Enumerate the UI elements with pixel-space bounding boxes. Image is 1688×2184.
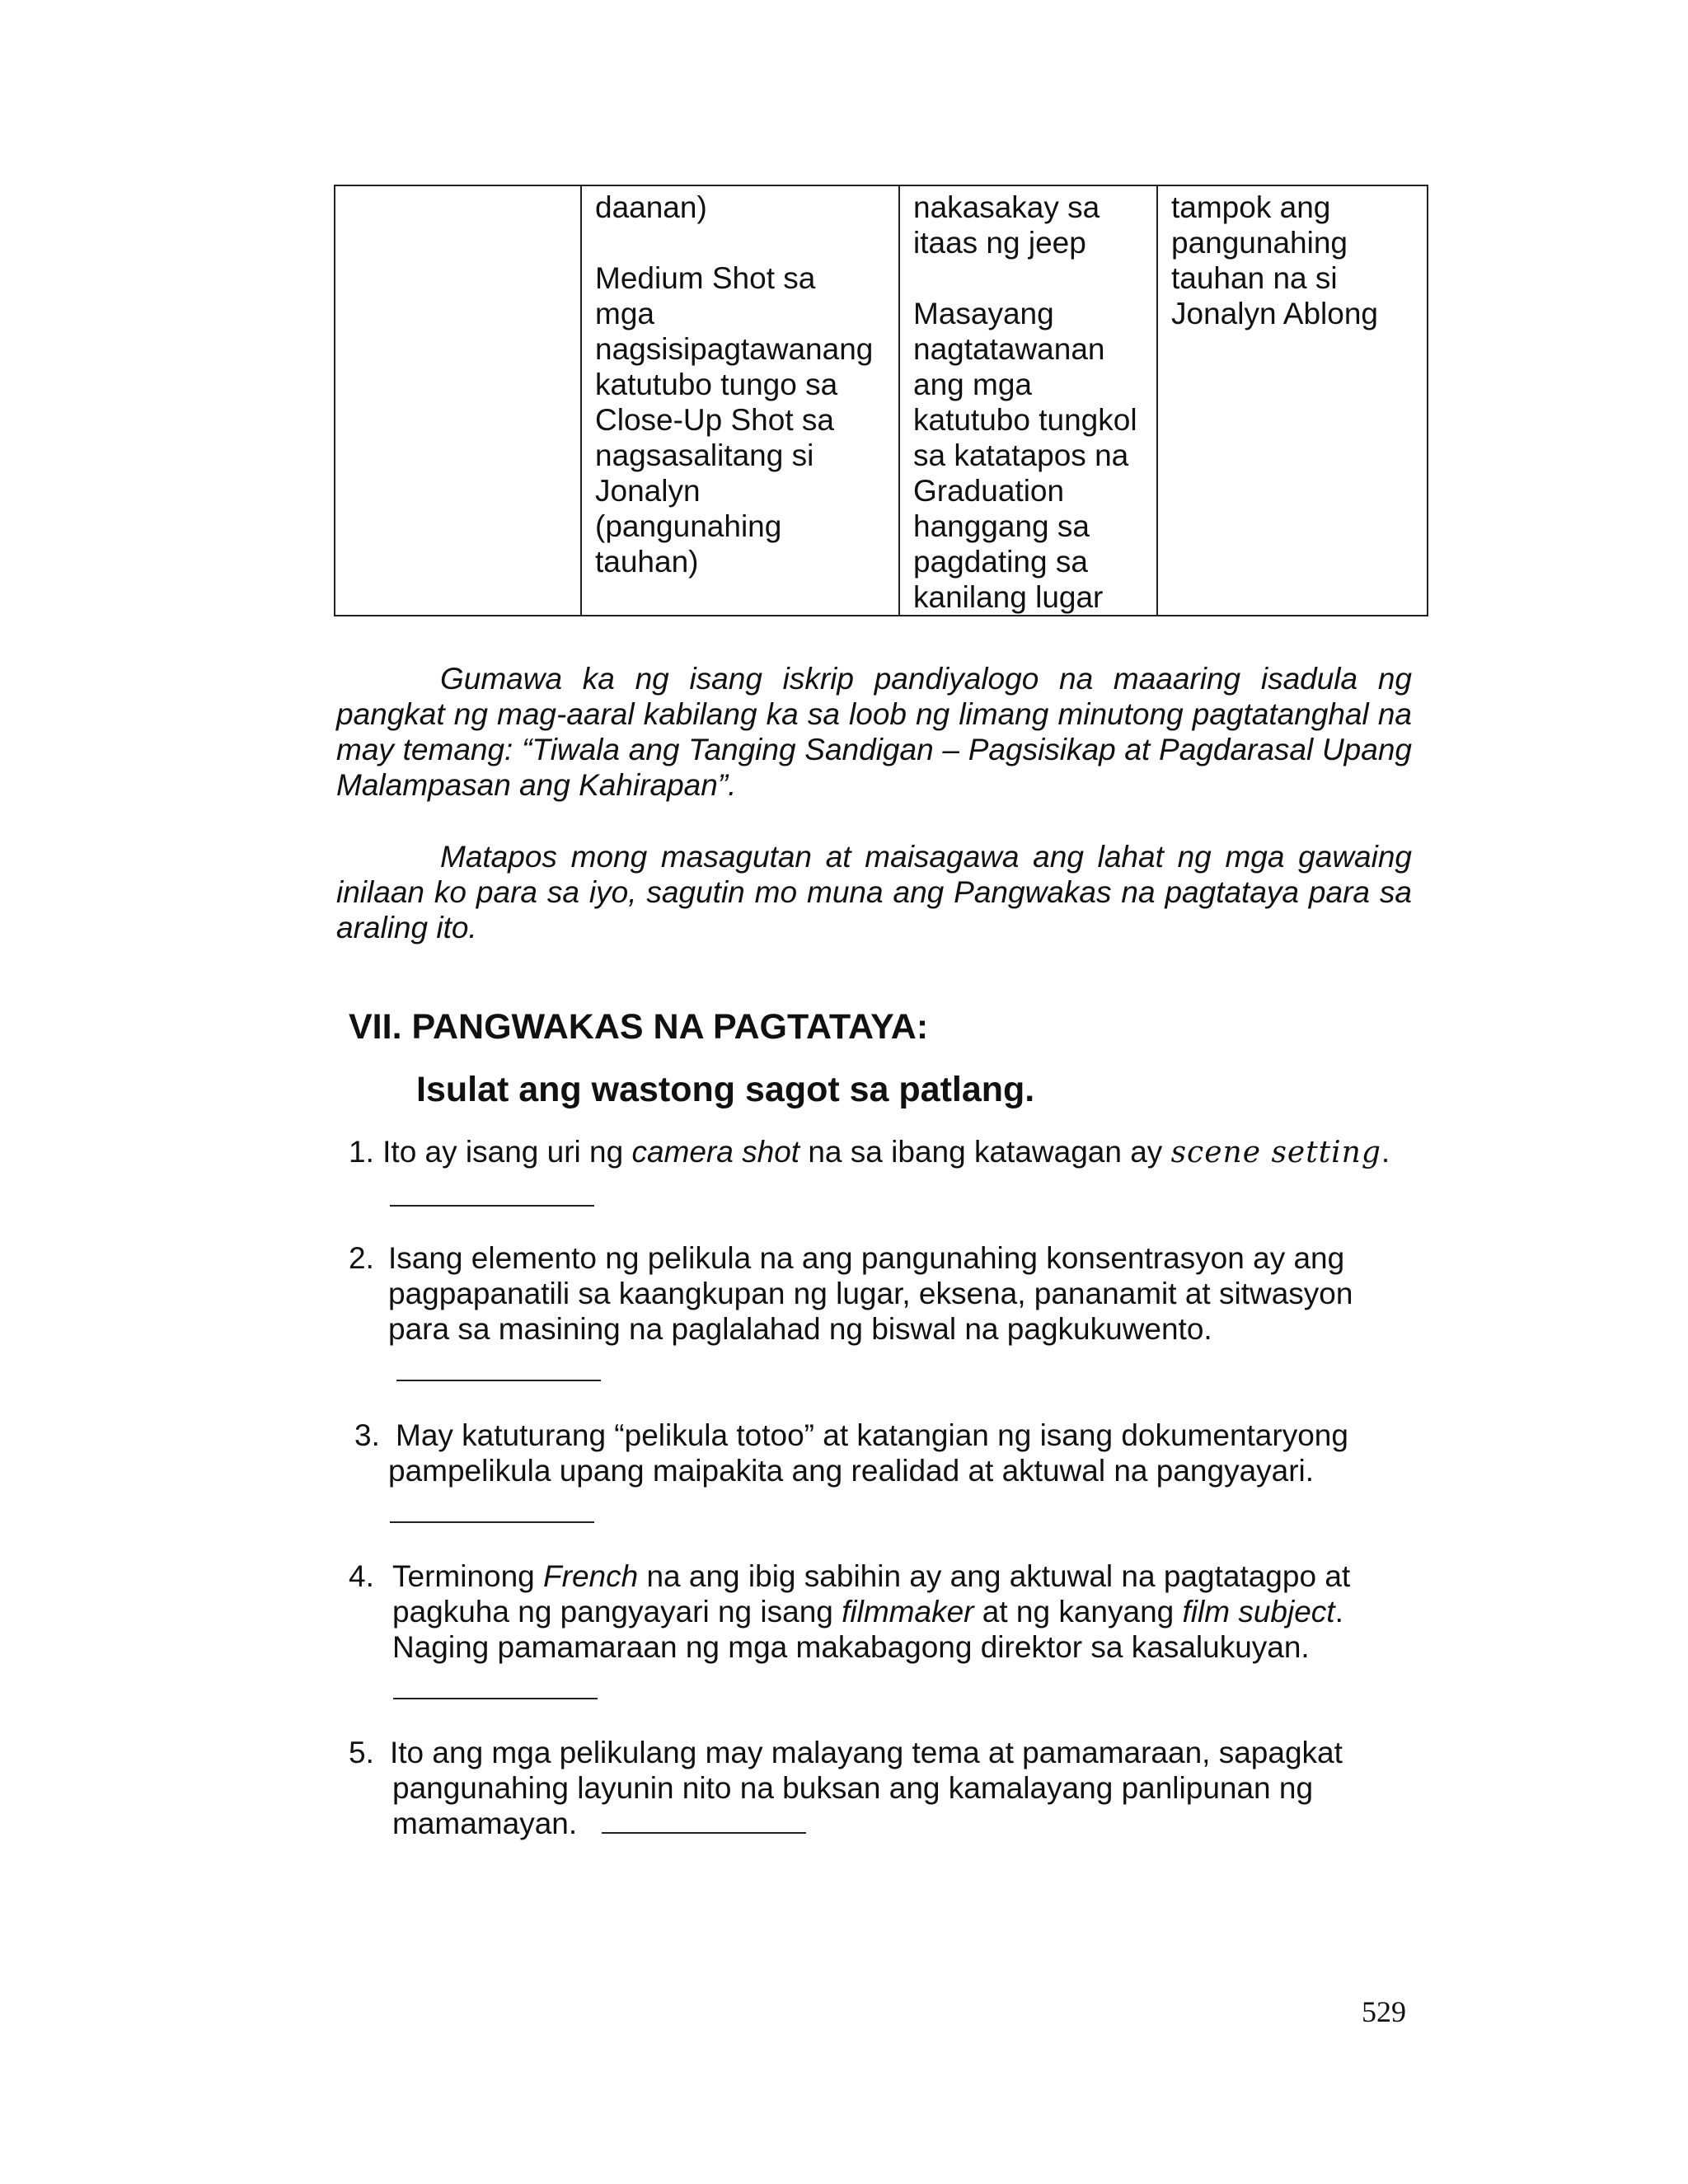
cell-line: nagtatawanan [913, 332, 1105, 366]
cell-line: katutubo tungo sa [595, 368, 838, 401]
question-text: na ang ibig sabihin ay ang aktuwal na pagtatagpo at [638, 1559, 1351, 1593]
cell-line: nagsisipagtawanang [595, 332, 874, 366]
question-text-italic: filmmaker [842, 1595, 974, 1629]
question-number: 2. [349, 1241, 374, 1275]
answer-blank-3[interactable] [390, 1521, 594, 1523]
cell-line: nakasakay sa [913, 190, 1100, 224]
section-heading: VII. PANGWAKAS NA PAGTATAYA: [349, 1007, 929, 1047]
answer-blank-4[interactable] [393, 1698, 598, 1699]
reminder-paragraph: Matapos mong masagutan at maisagawa ang lahat ng mga gawaing inilaan ko para sa iyo, sagutin mo muna ang Pangwakas na pagtataya para sa araling ito. [336, 840, 1412, 944]
cell-line: tauhan na si [1171, 261, 1338, 295]
question-number: 1. [349, 1135, 374, 1169]
question-3 [354, 1418, 1348, 1488]
question-4 [349, 1558, 1350, 1665]
question-text: pampelikula upang maipakita ang realidad at aktuwal na pangyayari. [388, 1454, 1315, 1488]
question-text: May katuturang “pelikula totoo” at katangian ng isang dokumentaryong [396, 1418, 1348, 1452]
answer-blank-1[interactable] [390, 1205, 594, 1207]
question-text: Isang elemento ng pelikula na ang pangunahing konsentrasyon ay ang [388, 1241, 1345, 1275]
table-cell-description [899, 185, 1157, 616]
cell-line: Graduation [913, 474, 1065, 508]
question-text: . [1334, 1595, 1343, 1629]
question-text: pagpapanatili sa kaangkupan ng lugar, eksena, pananamit at sitwasyon [388, 1277, 1353, 1310]
page-number: 529 [1362, 1995, 1406, 2028]
cell-line: (pangunahing [595, 509, 782, 543]
question-1 [349, 1134, 1390, 1170]
table-cell-feature [1157, 185, 1428, 616]
section-subheading: Isulat ang wastong sagot sa patlang. [416, 1070, 1035, 1109]
answer-blank-2[interactable] [396, 1380, 601, 1381]
scene-table [334, 185, 1428, 616]
question-5 [349, 1735, 1343, 1841]
question-text-italic: film subject [1182, 1595, 1335, 1629]
cell-line: Close-Up Shot sa [595, 403, 834, 437]
question-text: Terminong [392, 1559, 544, 1593]
cell-line: Medium Shot sa [595, 261, 816, 295]
question-text-italic: camera shot [631, 1135, 800, 1169]
question-2 [349, 1240, 1353, 1347]
question-text: pagkuha ng pangyayari ng isang [392, 1595, 842, 1629]
answer-blank-5[interactable] [602, 1807, 806, 1834]
question-term: scene setting [1170, 1136, 1381, 1169]
cell-line: Jonalyn [595, 474, 701, 508]
table-row [335, 185, 1428, 616]
cell-line: katutubo tungkol [913, 403, 1137, 437]
cell-line: mga [595, 297, 654, 330]
question-text: Naging pamamaraan ng mga makabagong direktor sa kasalukuyan. [392, 1630, 1310, 1664]
cell-line: tampok ang [1171, 190, 1331, 224]
cell-line: Masayang [913, 297, 1054, 330]
question-text: na sa ibang katawagan ay [799, 1135, 1171, 1169]
cell-line: Jonalyn Ablong [1171, 297, 1378, 330]
cell-line: hanggang sa [913, 509, 1090, 543]
question-number: 4. [349, 1559, 374, 1593]
question-text: para sa masining na paglalahad ng biswal na pagkukuwento. [388, 1312, 1212, 1346]
cell-line: sa katatapos na [913, 438, 1129, 472]
cell-line: ang mga [913, 368, 1032, 401]
cell-line: daanan) [595, 190, 707, 224]
cell-line: pagdating sa [913, 545, 1088, 579]
question-text: Ito ang mga pelikulang may malayang tema at pamamaraan, sapagkat [390, 1736, 1343, 1769]
question-number: 5. [349, 1736, 374, 1769]
question-text: at ng kanyang [973, 1595, 1183, 1629]
question-text: pangunahing layunin nito na buksan ang kamalayang panlipunan ng [392, 1771, 1314, 1805]
cell-line: nagsasalitang si [595, 438, 814, 472]
cell-line: kanilang lugar [913, 580, 1104, 614]
question-text: . [1381, 1135, 1390, 1169]
instruction-paragraph: Gumawa ka ng isang iskrip pandiyalogo na maaaring isadula ng pangkat ng mag-aaral kabilang ka sa loob ng limang minutong pagtatanghal na may temang: “Tiwala ang Tanging Sandigan – Pagsisikap at Pagdarasal Upang Malampasan ang Kahirapan”. [336, 662, 1412, 802]
cell-line: tauhan) [595, 545, 699, 579]
table-cell-empty [335, 185, 581, 616]
question-number: 3. [354, 1418, 380, 1452]
cell-line: pangunahing [1171, 226, 1348, 260]
cell-line: itaas ng jeep [913, 226, 1086, 260]
question-text: mamamayan. [392, 1807, 578, 1840]
question-text: Ito ay isang uri ng [382, 1135, 632, 1169]
question-text-italic: French [543, 1559, 639, 1593]
table-cell-shot [581, 185, 899, 616]
